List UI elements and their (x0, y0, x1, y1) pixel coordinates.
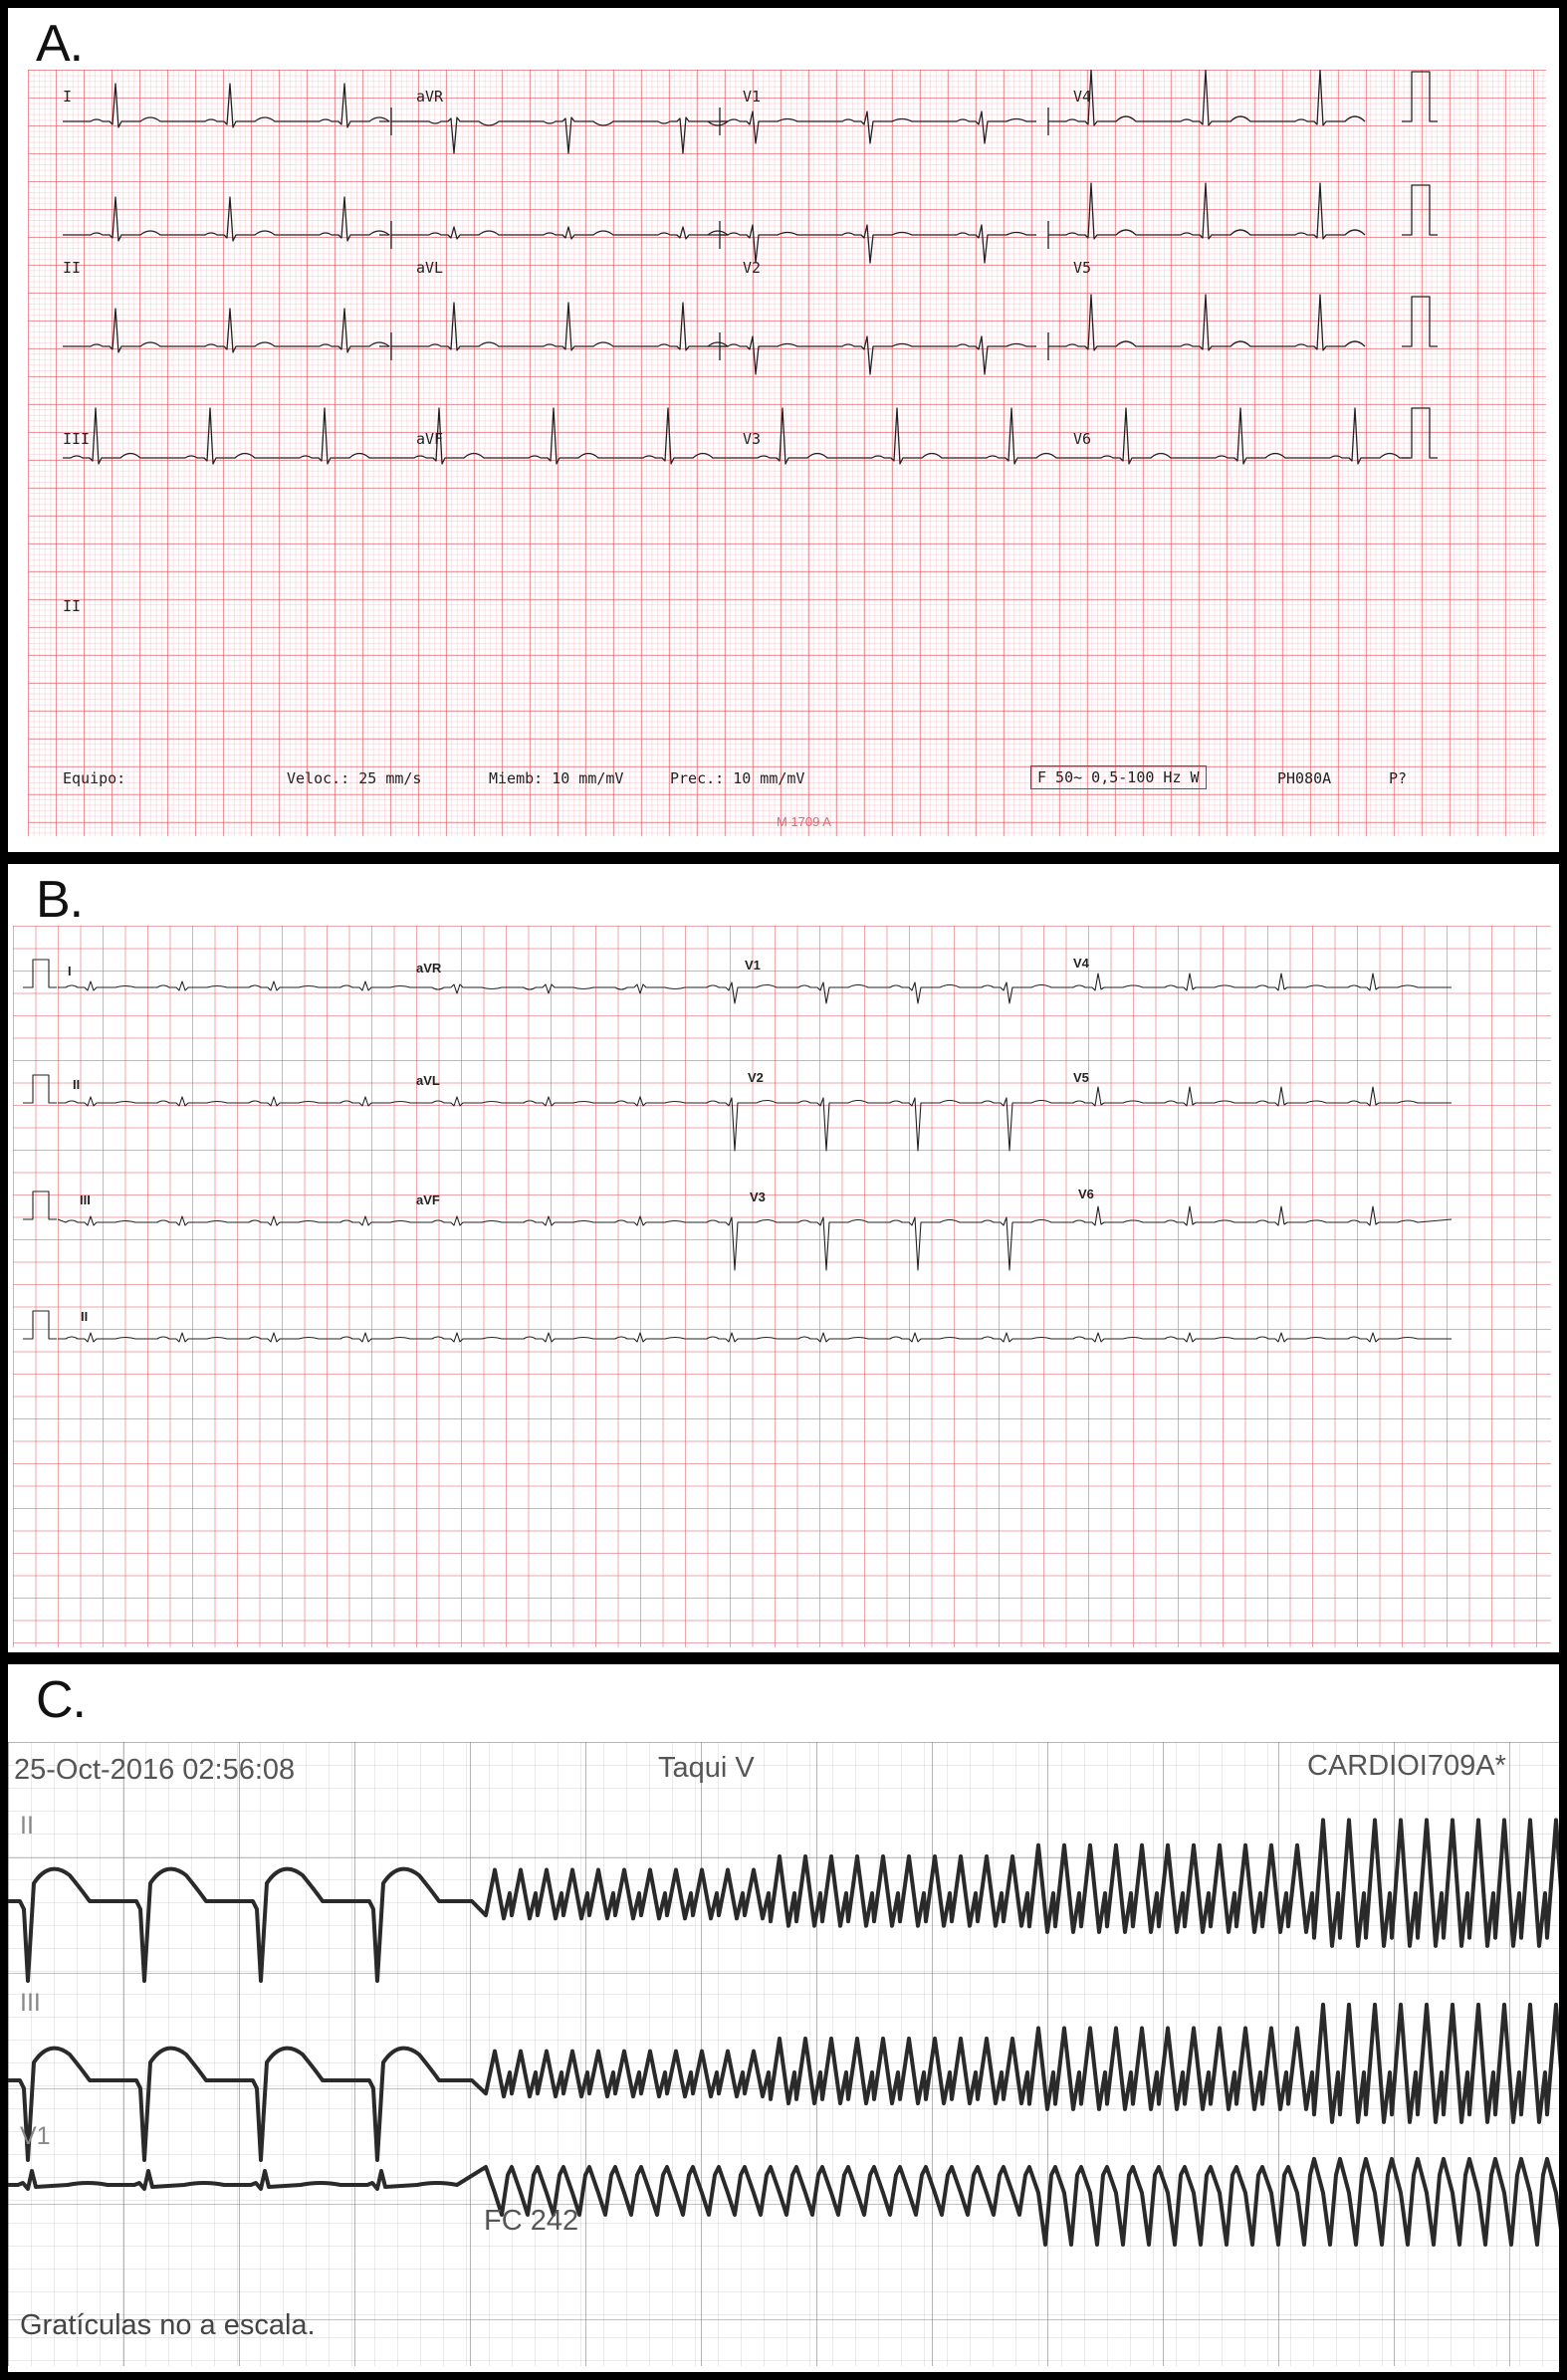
calibration-pulse (23, 1075, 57, 1103)
ecg-trace-segment (63, 84, 389, 127)
lead-label: II (63, 597, 82, 615)
footer-p: P? (1389, 769, 1408, 787)
filter-setting: F 50~ 0,5-100 Hz W (1030, 765, 1207, 789)
panel-b (8, 864, 1559, 1652)
panel-a (8, 8, 1559, 852)
lead-label: V2 (748, 1070, 764, 1085)
timestamp: 25-Oct-2016 02:56:08 (14, 1754, 296, 1786)
footer-veloc: Veloc.: 25 mm/s (287, 769, 422, 787)
lead-label: III (20, 1989, 41, 2017)
footer-prec: Prec.: 10 mm/mV (670, 769, 805, 787)
ecg-trace-segment (391, 227, 728, 239)
calibration-pulse (1402, 185, 1438, 235)
lead-label: aVL (416, 1073, 440, 1088)
ecg-trace-segment (720, 111, 1036, 143)
lead-label: V6 (1073, 430, 1092, 448)
lead-label: V2 (743, 259, 762, 277)
footer-equipo: Equipo: (63, 769, 126, 787)
ecg-trace-segment (720, 225, 1036, 263)
ecg-traces-c (8, 1742, 1559, 2366)
ecg-trace-segment (391, 117, 728, 153)
lead-label: aVR (416, 961, 442, 975)
lead-ii-trace (8, 1820, 1559, 1981)
lead-label: aVF (416, 430, 444, 448)
ecg-trace-segment (1048, 183, 1365, 239)
lead-label: aVL (416, 259, 444, 277)
lead-label: V1 (745, 958, 761, 973)
lead-label: V1 (743, 88, 762, 106)
panel-b-label: B. (36, 871, 84, 929)
lead-label: II (20, 1812, 34, 1839)
lead-label: II (63, 259, 82, 277)
ecg-paper-a (28, 70, 1546, 836)
heart-rate: FC 242 (484, 2205, 579, 2237)
lead-label: V3 (743, 430, 762, 448)
ecg-trace-segment (1048, 70, 1365, 125)
ecg-trace-segment (1048, 295, 1365, 350)
calibration-pulse (1402, 408, 1438, 458)
ecg-trace-segment (58, 1333, 1452, 1342)
paper-code: M 1709 A (777, 814, 831, 829)
lead-label: II (81, 1309, 89, 1324)
lead-label: I (68, 964, 72, 978)
lead-label: V3 (750, 1190, 766, 1204)
ecg-trace-segment (58, 1087, 1452, 1151)
lead-label: II (73, 1077, 81, 1092)
panel-c-label: C. (36, 1671, 86, 1729)
lead-label: aVR (416, 88, 444, 106)
lead-v1-trace (8, 2159, 1559, 2245)
ecg-paper-b (13, 926, 1551, 1647)
lead-iii-trace (8, 2005, 1559, 2160)
ecg-trace-segment (63, 197, 389, 241)
lead-label: V5 (1073, 1070, 1089, 1085)
calibration-pulse (23, 960, 57, 987)
rhythm-label: Taqui V (658, 1752, 755, 1784)
lead-label: V6 (1078, 1187, 1094, 1201)
ecg-trace-segment (58, 974, 1452, 1003)
scale-note: Gratículas no a escala. (20, 2309, 316, 2341)
lead-label: V1 (20, 2122, 51, 2150)
monitor-strip (8, 1742, 1559, 2366)
panel-a-label: A. (36, 15, 84, 73)
ecg-trace-segment (58, 1206, 1452, 1270)
calibration-pulse (1402, 297, 1438, 346)
patient-id: CARDIOI709A* (1307, 1750, 1506, 1782)
ecg-trace-segment (63, 309, 389, 352)
calibration-pulse (1402, 72, 1438, 121)
panel-c (8, 1664, 1559, 2372)
device-code: PH080A (1277, 769, 1332, 787)
lead-label: III (80, 1192, 91, 1207)
calibration-pulse (23, 1311, 57, 1339)
ecg-traces-a (28, 70, 1546, 836)
lead-label: V4 (1073, 88, 1092, 106)
lead-label: III (63, 430, 91, 448)
rhythm-strip-trace (63, 408, 1410, 464)
lead-label: V4 (1073, 956, 1089, 971)
lead-label: V5 (1073, 259, 1092, 277)
calibration-pulse (23, 1191, 57, 1219)
footer-miemb: Miemb: 10 mm/mV (489, 769, 624, 787)
lead-label: aVF (416, 1192, 440, 1207)
ecg-traces-b (13, 926, 1551, 1647)
ecg-trace-segment (720, 336, 1036, 374)
lead-label: I (63, 88, 73, 106)
ecg-trace-segment (391, 303, 728, 350)
